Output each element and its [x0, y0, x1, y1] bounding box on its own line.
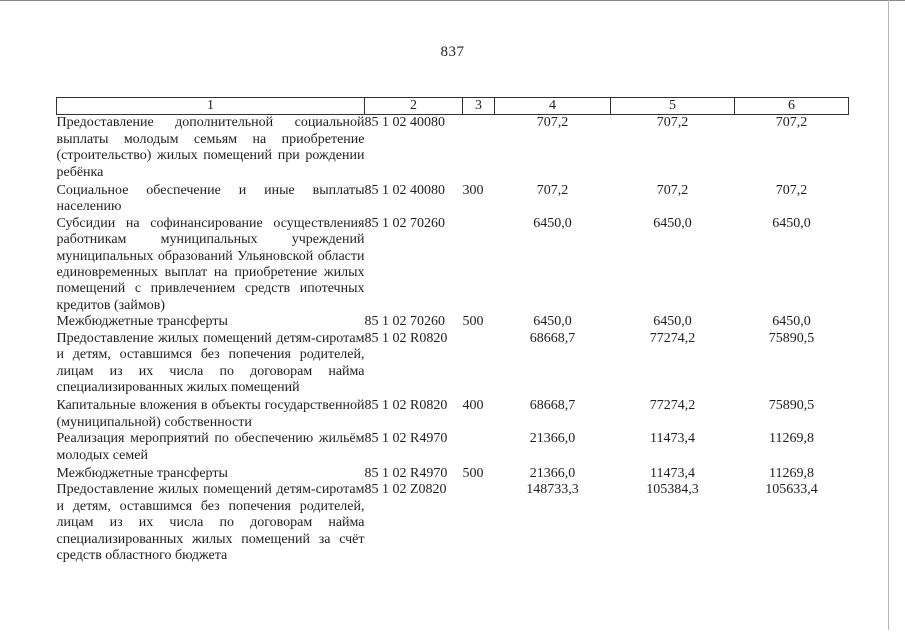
row-value-col5: 6450,0 [653, 314, 692, 330]
row-code: 85 1 02 70260 [364, 314, 445, 330]
row-name: Социальное обеспечение и иные выплаты населению [56, 183, 365, 215]
row-value-col6: 707,2 [775, 115, 808, 131]
row-code: 85 1 02 R0820 [364, 398, 448, 414]
row-name: Предоставление жилых помещений детям-сиротам и детям, оставшимся без попечения родителей, лицам из их числа по договорам найма специализированных жилых помещений за счёт средств областного бюджета [56, 482, 365, 563]
budget-table [56, 97, 849, 564]
header-col-6: 6 [735, 98, 849, 115]
row-value-col5: 707,2 [656, 183, 689, 199]
table-row [57, 314, 849, 330]
header-col-4: 4 [495, 98, 611, 115]
page-number: 837 [440, 44, 465, 60]
row-value-col6: 105633,4 [765, 482, 818, 498]
row-type [463, 115, 495, 181]
row-value-col5: 6450,0 [653, 215, 692, 231]
table-row [57, 115, 849, 181]
table-row [57, 482, 849, 564]
row-type: 300 [462, 183, 484, 199]
row-value-col6: 6450,0 [772, 215, 811, 231]
row-name: Предоставление жилых помещений детям-сиротам и детям, оставшимся без попечения родителей, лицам из их числа по договорам найма специализированных жилых помещений [56, 330, 365, 395]
row-name: Капитальные вложения в объекты государственной (муниципальной) собственности [56, 398, 365, 430]
row-value-col4: 6450,0 [533, 215, 572, 231]
row-value-col6: 11269,8 [769, 431, 814, 447]
row-value-col4: 21366,0 [529, 431, 576, 447]
row-code: 85 1 02 70260 [364, 215, 445, 231]
scan-edge-right [888, 0, 889, 630]
row-type [463, 331, 495, 397]
row-code: 85 1 02 R0820 [364, 330, 448, 346]
row-code: 85 1 02 Z0820 [364, 482, 447, 498]
header-col-1: 1 [57, 98, 365, 115]
row-type: 400 [462, 398, 484, 414]
table-row [57, 331, 849, 397]
row-value-col6: 707,2 [775, 183, 808, 199]
row-value-col4: 148733,3 [526, 482, 579, 498]
row-value-col4: 68668,7 [529, 398, 576, 414]
row-code: 85 1 02 40080 [364, 183, 445, 199]
row-name: Субсидии на софинансирование осуществления работникам муниципальных учреждений муниципальных образований Ульяновской области единовременных выплат на приобретение жилых помещений с привлечением средств ипотечных кредитов (займов) [56, 215, 365, 313]
row-code: 85 1 02 R4970 [364, 431, 448, 447]
row-type [463, 431, 495, 464]
row-value-col6: 75890,5 [768, 330, 815, 346]
table-row [57, 431, 849, 464]
row-type: 500 [462, 314, 484, 330]
header-col-2: 2 [365, 98, 463, 115]
table-row [57, 464, 849, 482]
row-name: Межбюджетные трансферты [56, 314, 228, 330]
row-name: Межбюджетные трансферты [56, 465, 228, 481]
row-value-col5: 77274,2 [649, 398, 696, 414]
row-value-col5: 105384,3 [646, 482, 699, 498]
row-value-col4: 6450,0 [533, 314, 572, 330]
row-value-col6: 75890,5 [768, 398, 815, 414]
row-value-col5: 11473,4 [650, 431, 695, 447]
row-value-col4: 21366,0 [529, 465, 576, 481]
row-value-col6: 6450,0 [772, 314, 811, 330]
header-row [57, 98, 849, 115]
row-type [463, 482, 495, 564]
row-name: Реализация мероприятий по обеспечению жильём молодых семей [56, 431, 365, 463]
row-value-col4: 68668,7 [529, 330, 576, 346]
scan-edge-top [0, 0, 905, 1]
table-row [57, 181, 849, 216]
row-value-col6: 11269,8 [769, 465, 814, 481]
header-col-5: 5 [611, 98, 735, 115]
row-name: Предоставление дополнительной социальной выплаты молодым семьям на приобретение (строительство) жилых помещений при рождении ребёнка [56, 115, 365, 180]
row-value-col5: 707,2 [656, 115, 689, 131]
row-value-col4: 707,2 [536, 183, 569, 199]
table-row [57, 396, 849, 431]
row-code: 85 1 02 40080 [364, 115, 445, 131]
row-value-col5: 11473,4 [650, 465, 695, 481]
row-value-col5: 77274,2 [649, 330, 696, 346]
header-col-3: 3 [463, 98, 495, 115]
table-row [57, 216, 849, 314]
row-code: 85 1 02 R4970 [364, 465, 448, 481]
row-type: 500 [462, 465, 484, 481]
row-value-col4: 707,2 [536, 115, 569, 131]
row-type [463, 216, 495, 314]
